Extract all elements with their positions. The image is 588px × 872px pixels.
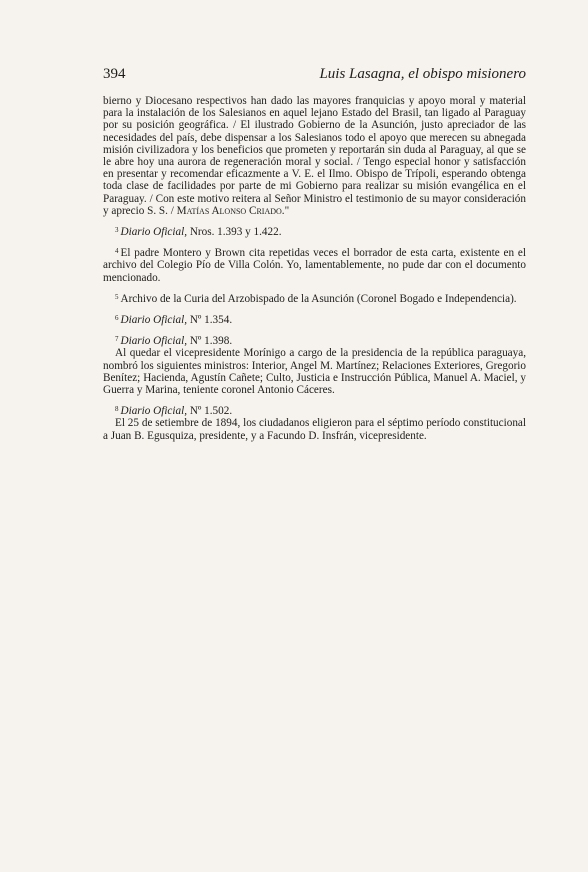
- running-head: [103, 66, 526, 83]
- footnote-marker: 8: [115, 405, 119, 414]
- main-paragraph-text: bierno y Diocesano respectivos han dado las mayores franquicias y apoyo moral y material para la instalación de los Salesianos en aquel lejano Estado del Brasil, tan ligado al Paraguay por su posición geográfica. / El ilustrado Gobierno de la Asunción, justo apreciador de las necesidades del país, debe dispensar a los Salesianos todo el apoyo que merecen su abnegada misión civilizadora y los beneficios que prometen y reportarán sin duda al Paraguay, al que se le abre hoy una aurora de regeneración moral y social. / Tengo especial honor y satisfacción en presentar y recomendar eficazmente a V. E. el Ilmo. Obispo de Trípoli, esperando obtenga toda clase de facilidades por parte de mi Gobierno para realizar su misión evangélica en el Paraguay. / Con este motivo reitera al Señor Ministro el testimonio de su mayor consideración y aprecio S. S. /: [103, 95, 526, 217]
- footnote-7-body: Al quedar el vicepresidente Morínigo a cargo de la presidencia de la república paraguaya, nombró los siguientes ministros: Interior, Angel M. Martínez; Relaciones Exteriores, Gregorio Benítez; Hacienda, Agustín Cañete; Culto, Justicia e Instrucción Pública, Manuel A. Maciel, y Guerra y Marina, teniente coronel Antonio Cáceres.: [103, 347, 526, 397]
- main-paragraph: [103, 95, 526, 217]
- footnote-marker: 6: [115, 314, 119, 323]
- running-title: Luis Lasagna, el obispo misionero: [319, 66, 526, 82]
- footnote-source: Diario Oficial,: [120, 314, 188, 327]
- closing-quote: ": [284, 204, 290, 217]
- footnote-marker: 3: [115, 226, 119, 235]
- footnote-marker: 7: [115, 335, 119, 344]
- footnote-text: El padre Montero y Brown cita repetidas veces el borrador de esta carta, existente en el archivo del Colegio Pío de Villa Colón. Yo, lamentablemente, no pude dar con el documento mencionado.: [103, 247, 526, 284]
- footnote-text: Nros. 1.393 y 1.422.: [187, 226, 282, 239]
- footnote-5: [103, 291, 526, 305]
- footnote-3: [103, 224, 526, 238]
- footnote-source: Diario Oficial,: [120, 226, 188, 239]
- footnote-source: Diario Oficial,: [120, 405, 188, 418]
- footnote-marker: 4: [115, 247, 119, 256]
- footnote-text: Nº 1.354.: [187, 314, 233, 327]
- footnote-6: [103, 312, 526, 326]
- footnote-text: Nº 1.502.: [187, 405, 233, 418]
- signature: Matías Alonso Criado.: [176, 204, 285, 217]
- page-number: 394: [103, 66, 126, 82]
- footnote-8: [103, 403, 526, 417]
- footnote-source: Diario Oficial,: [120, 335, 188, 348]
- page-body: [103, 95, 526, 442]
- footnote-text: Nº 1.398.: [187, 335, 233, 348]
- footnote-8-body: El 25 de setiembre de 1894, los ciudadanos eligieron para el séptimo período constitucional a Juan B. Egusquiza, presidente, y a Facundo D. Insfrán, vicepresidente.: [103, 417, 526, 442]
- footnote-7: [103, 333, 526, 347]
- footnote-text: Archivo de la Curia del Arzobispado de la Asunción (Coronel Bogado e Independencia).: [120, 292, 517, 305]
- footnote-4: [103, 245, 526, 284]
- footnote-marker: 5: [115, 292, 119, 301]
